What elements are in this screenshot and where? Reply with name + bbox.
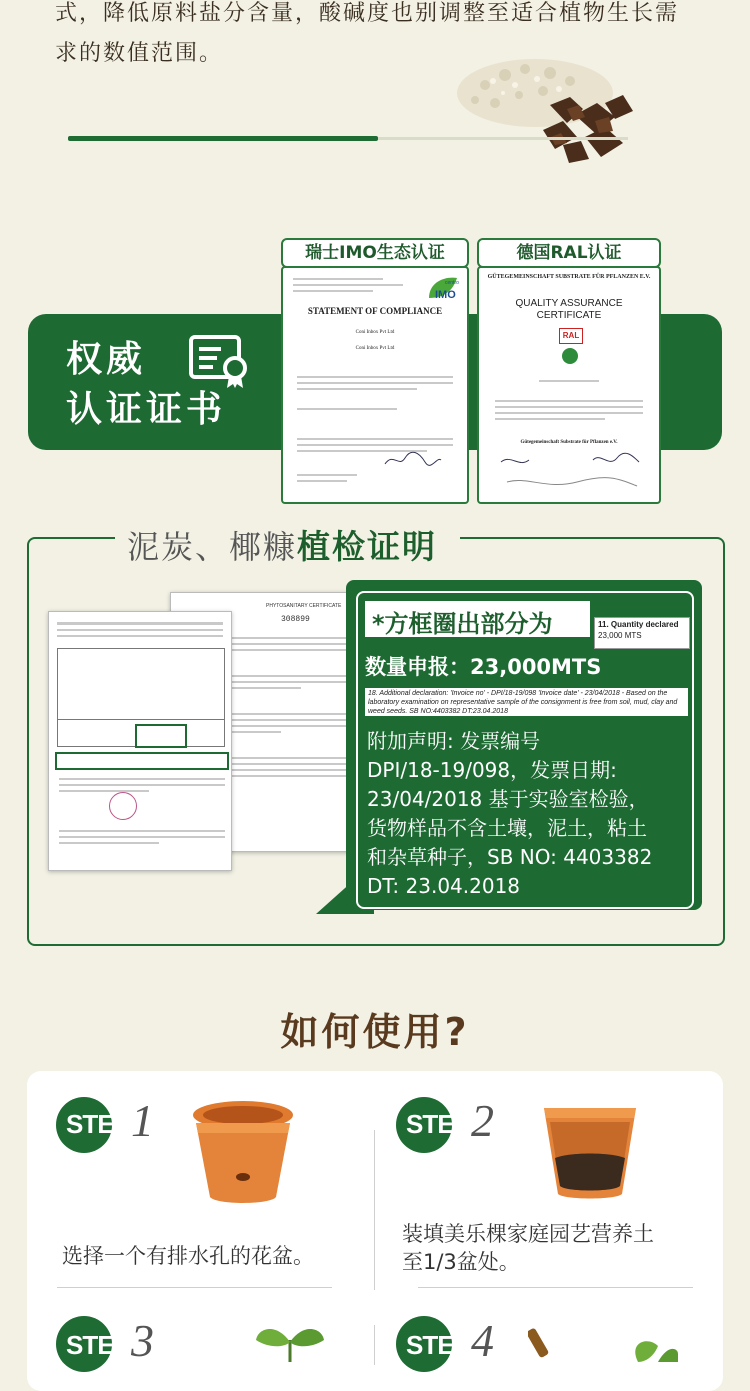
imo-logo xyxy=(421,274,461,302)
step-divider xyxy=(57,1287,332,1288)
flowerpot-with-hole-image xyxy=(190,1097,296,1207)
doc-title: PHYTOSANITARY CERTIFICATE xyxy=(266,603,342,609)
section-divider-accent xyxy=(68,136,378,141)
cert-ral-heading: QUALITY ASSURANCE xyxy=(515,298,623,309)
cert-imo-company: Coni Inbox Pvt Ltd xyxy=(355,330,395,335)
callout-body xyxy=(367,727,687,901)
cert-ral-footer: Gütegemeinschaft Substrate für Pflanzen e.V. xyxy=(520,440,618,445)
step-4-label: STEP xyxy=(406,1330,470,1360)
how-to-use-title: 如何使用? xyxy=(280,1010,470,1054)
step-1-label: STEP xyxy=(66,1109,130,1139)
step-divider xyxy=(418,1287,693,1288)
cert-tab-ral: 德国RAL认证 xyxy=(477,238,661,268)
step-2-text-line: 至1/3盆处。 xyxy=(402,1250,520,1274)
highlight-box xyxy=(55,752,229,770)
svg-text:centro: centro xyxy=(445,280,459,286)
quantity-value: 23,000 MTS xyxy=(598,631,642,640)
callout-body-line: 货物样品不含土壤，泥土，粘土 xyxy=(367,816,647,840)
cert-imo-document xyxy=(281,266,469,504)
callout-heading: *方框圈出部分为 xyxy=(372,610,553,638)
cert-tab-imo: 瑞士IMO生态认证 xyxy=(281,238,469,268)
step-3-number: 3 xyxy=(131,1315,154,1366)
step-divider xyxy=(374,1325,375,1365)
signature-image xyxy=(383,448,443,470)
quantity-declared-box xyxy=(594,617,690,649)
quantity-declaration-text: 数量申报：23,000MTS xyxy=(365,655,602,679)
step-1-number: 1 xyxy=(131,1095,154,1146)
callout-body-line: DT: 23.04.2018 xyxy=(367,874,521,898)
certificate-icon xyxy=(188,334,254,390)
cert-ral-header: GÜTEGEMEINSCHAFT SUBSTRATE FÜR PFLANZEN E.V. xyxy=(487,274,651,280)
stamp-icon xyxy=(109,792,137,820)
doc-number: 308899 xyxy=(281,615,310,624)
quarantine-heading-subject: 泥炭、椰糠 xyxy=(127,528,298,566)
cert-ral-heading: CERTIFICATE xyxy=(536,310,602,321)
cert-imo-company: Coni Inbox Pvt Ltd xyxy=(355,346,395,351)
callout-body-line: 附加声明: 发票编号 xyxy=(367,729,541,753)
intro-text-line: 求的数值范围。 xyxy=(55,41,224,66)
ral-logo: RAL xyxy=(559,328,583,344)
cert-ral-document xyxy=(477,266,661,504)
additional-declaration-excerpt: 18. Additional declaration: 'Invoice no' - DPI/18-19/098 'Invoice date' - 23/04/2018 - Based on the laboratory examination on representative sample of the consignment is free from soil, mud, clay and weed seeds. SB NO:4403382 DT:23.04.2018 xyxy=(365,688,688,716)
quantity-label: 11. Quantity declared xyxy=(598,620,679,629)
authority-title-line: 认证证书 xyxy=(66,389,227,430)
seedling-image xyxy=(250,1318,330,1362)
planting-tool-image xyxy=(528,1322,678,1362)
intro-text-line: 式，降低原料盐分含量，酸碱度也别调整至适合植物生长需 xyxy=(55,1,680,26)
step-2-number: 2 xyxy=(471,1095,494,1146)
flowerpot-with-soil-image xyxy=(540,1102,640,1202)
step-1-text: 选择一个有排水孔的花盆。 xyxy=(62,1244,314,1268)
callout-body-line: 23/04/2018 基于实验室检验， xyxy=(367,787,649,811)
step-divider xyxy=(374,1130,375,1290)
svg-text:IMO: IMO xyxy=(435,289,456,301)
step-4-number: 4 xyxy=(471,1315,494,1366)
cert-imo-heading: STATEMENT OF COMPLIANCE xyxy=(307,306,443,316)
authority-title-line: 权威 xyxy=(66,339,147,380)
phytosanitary-certificate-front xyxy=(48,611,232,871)
signature-image xyxy=(497,452,647,496)
step-2-text-line: 装填美乐棵家庭园艺营养土 xyxy=(402,1222,654,1246)
step-3-label: STEP xyxy=(66,1330,130,1360)
step-2-text xyxy=(402,1220,702,1276)
callout-body-line: 和杂草种子，SB NO: 4403382 xyxy=(367,845,653,869)
soil-pile-image xyxy=(455,45,635,165)
highlight-box xyxy=(135,724,187,748)
step-2-label: STEP xyxy=(406,1109,470,1139)
quarantine-heading-title: 植检证明 xyxy=(297,527,437,566)
callout-body-line: DPI/18-19/098，发票日期: xyxy=(367,758,617,782)
ral-seal-icon xyxy=(562,348,578,364)
